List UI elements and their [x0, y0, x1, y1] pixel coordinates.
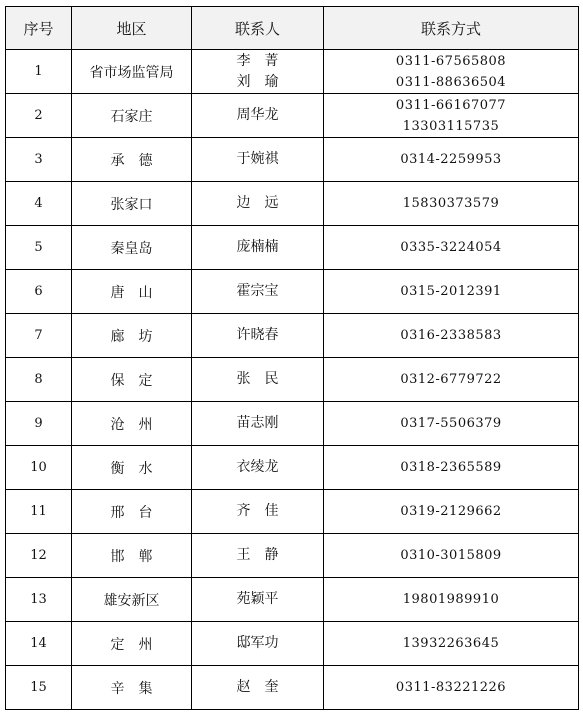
region-name: 定 州 — [72, 622, 192, 666]
table-row — [6, 534, 579, 578]
phone-number: 0318-2365589 — [400, 460, 502, 475]
table-row — [6, 270, 579, 314]
region-name: 秦皇岛 — [72, 226, 192, 270]
contact-person — [192, 622, 324, 666]
region-name: 张家口 — [72, 182, 192, 226]
table-row — [6, 666, 579, 710]
contact-name: 许晓春 — [236, 327, 279, 343]
contact-phone — [324, 358, 579, 402]
contact-name: 周华龙 — [236, 107, 279, 123]
phone-number: 0314-2259953 — [400, 152, 502, 167]
region-name: 唐 山 — [72, 270, 192, 314]
contact-phone — [324, 50, 579, 94]
table-row — [6, 314, 579, 358]
contact-name: 邸军功 — [236, 635, 279, 651]
row-number: 11 — [6, 490, 72, 534]
row-number: 15 — [6, 666, 72, 710]
contact-phone — [324, 666, 579, 710]
region-name: 省市场监管局 — [72, 50, 192, 94]
contact-phone — [324, 138, 579, 182]
contact-table — [5, 6, 579, 710]
contact-person — [192, 314, 324, 358]
contact-phone — [324, 94, 579, 138]
region-name: 衡 水 — [72, 446, 192, 490]
region-name: 沧 州 — [72, 402, 192, 446]
phone-number: 0319-2129662 — [400, 504, 502, 519]
phone-number: 15830373579 — [402, 196, 500, 211]
header-no: 序号 — [6, 7, 72, 50]
region-name: 廊 坊 — [72, 314, 192, 358]
row-number: 7 — [6, 314, 72, 358]
phone-number: 0316-2338583 — [400, 328, 502, 343]
contact-person — [192, 94, 324, 138]
phone-number: 13932263645 — [402, 636, 500, 651]
contact-person — [192, 270, 324, 314]
table-row — [6, 138, 579, 182]
contact-phone — [324, 270, 579, 314]
row-number: 13 — [6, 578, 72, 622]
row-number: 5 — [6, 226, 72, 270]
region-name: 邯 郸 — [72, 534, 192, 578]
phone-number: 0310-3015809 — [400, 548, 502, 563]
table-row — [6, 358, 579, 402]
contact-name: 衣绫龙 — [236, 459, 279, 475]
table-row — [6, 446, 579, 490]
table-row — [6, 490, 579, 534]
row-number: 10 — [6, 446, 72, 490]
row-number: 12 — [6, 534, 72, 578]
phone-number: 0311-66167077 — [395, 97, 507, 113]
contact-person — [192, 578, 324, 622]
region-name: 保 定 — [72, 358, 192, 402]
table-row — [6, 578, 579, 622]
contact-phone — [324, 534, 579, 578]
contact-phone — [324, 490, 579, 534]
contact-person — [192, 402, 324, 446]
region-name: 辛 集 — [72, 666, 192, 710]
phone-number: 0315-2012391 — [400, 284, 502, 299]
phone-number: 0311-83221226 — [395, 680, 507, 695]
contact-phone — [324, 578, 579, 622]
contact-phone — [324, 402, 579, 446]
phone-number: 0335-3224054 — [400, 240, 502, 255]
header-phone: 联系方式 — [324, 7, 579, 50]
phone-number: 0311-88636504 — [395, 74, 507, 90]
phone-number: 0312-6779722 — [400, 372, 502, 387]
contact-person — [192, 182, 324, 226]
row-number: 2 — [6, 94, 72, 138]
contact-person — [192, 50, 324, 94]
phone-number: 0311-67565808 — [395, 53, 507, 69]
table-row — [6, 402, 579, 446]
contact-name: 边 远 — [236, 195, 279, 211]
contact-phone — [324, 314, 579, 358]
contact-name: 齐 佳 — [236, 503, 279, 519]
header-contact: 联系人 — [192, 7, 324, 50]
region-name: 承 德 — [72, 138, 192, 182]
contact-person — [192, 490, 324, 534]
contact-person — [192, 226, 324, 270]
row-number: 1 — [6, 50, 72, 94]
row-number: 9 — [6, 402, 72, 446]
row-number: 14 — [6, 622, 72, 666]
header-region: 地区 — [72, 7, 192, 50]
contact-name: 苗志刚 — [236, 415, 279, 431]
table-row — [6, 226, 579, 270]
phone-number: 13303115735 — [402, 118, 500, 134]
header-row — [6, 7, 579, 50]
contact-phone — [324, 446, 579, 490]
contact-name: 张 民 — [236, 371, 279, 387]
row-number: 4 — [6, 182, 72, 226]
contact-name: 庞楠楠 — [236, 239, 279, 255]
row-number: 3 — [6, 138, 72, 182]
contact-name: 王 静 — [236, 547, 279, 563]
contact-person — [192, 666, 324, 710]
region-name: 雄安新区 — [72, 578, 192, 622]
contact-name: 于婉祺 — [236, 151, 279, 167]
contact-person — [192, 446, 324, 490]
contact-phone — [324, 182, 579, 226]
region-name: 邢 台 — [72, 490, 192, 534]
region-name: 石家庄 — [72, 94, 192, 138]
table-row — [6, 50, 579, 94]
contact-name: 霍宗宝 — [236, 283, 279, 299]
contact-name: 赵 奎 — [236, 679, 279, 695]
contact-phone — [324, 622, 579, 666]
row-number: 8 — [6, 358, 72, 402]
contact-person — [192, 138, 324, 182]
contact-name: 李 菁 — [236, 52, 279, 69]
row-number: 6 — [6, 270, 72, 314]
table-row — [6, 622, 579, 666]
table-body — [6, 50, 579, 710]
contact-name: 苑颖平 — [236, 591, 279, 607]
contact-phone — [324, 226, 579, 270]
phone-number: 0317-5506379 — [400, 416, 502, 431]
table-row — [6, 182, 579, 226]
contact-person — [192, 534, 324, 578]
phone-number: 19801989910 — [402, 592, 500, 607]
table-row — [6, 94, 579, 138]
contact-person — [192, 358, 324, 402]
contact-name: 刘 瑜 — [236, 73, 279, 90]
